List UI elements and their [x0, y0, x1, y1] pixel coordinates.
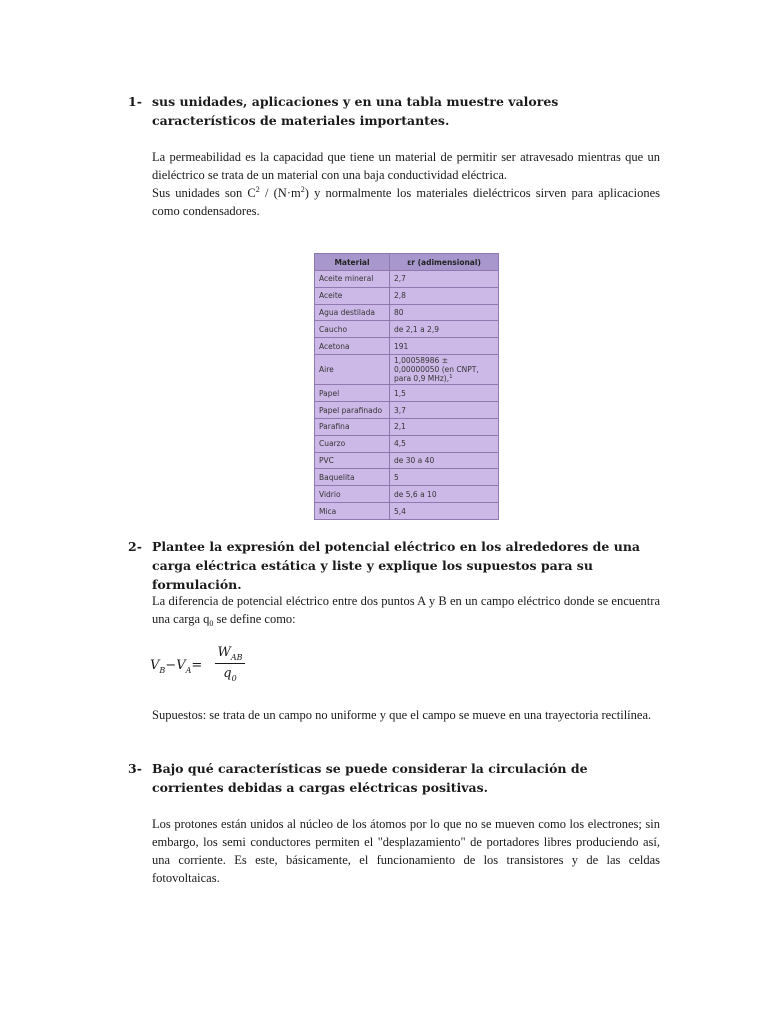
- material-cell: Cuarzo: [315, 435, 390, 452]
- material-cell: Caucho: [315, 321, 390, 338]
- value-cell: [390, 354, 499, 384]
- question-number: 3-: [128, 761, 142, 776]
- formula-lhs: [150, 658, 202, 673]
- material-cell: Vidrio: [315, 486, 390, 503]
- value-cell: 5: [390, 469, 499, 486]
- material-cell: Acetona: [315, 338, 390, 355]
- value-cell: 80: [390, 304, 499, 321]
- question-text: sus unidades, aplicaciones y en una tabla muestre valores característicos de materiales importantes.: [152, 94, 559, 128]
- table-row: [315, 385, 499, 402]
- table-row: [315, 435, 499, 452]
- question-number: 2-: [128, 539, 142, 554]
- table-row: [315, 419, 499, 436]
- table-row: [315, 338, 499, 355]
- answer-1-line-b-end: ) y normalmente los materiales dieléctricos sirven para aplicaciones como condensadores.: [152, 186, 660, 218]
- table-row: [315, 503, 499, 520]
- header-value: εr (adimensional): [390, 254, 499, 271]
- permittivity-table: [314, 253, 499, 520]
- material-cell: PVC: [315, 452, 390, 469]
- formula-fraction: [215, 644, 245, 683]
- value-cell: 2,7: [390, 271, 499, 288]
- answer-2-start: La diferencia de potencial eléctrico entre dos puntos A y B en un campo eléctrico donde se encuentra una carga q: [152, 594, 660, 626]
- table-row: [315, 321, 499, 338]
- question-3: [128, 759, 648, 797]
- table-header-row: [315, 254, 499, 271]
- material-cell: Papel: [315, 385, 390, 402]
- subscript: B: [159, 666, 166, 675]
- equals-sign: =: [191, 658, 203, 673]
- superscript: 2: [300, 185, 305, 194]
- question-number: 1-: [128, 94, 142, 109]
- symbol-v: V: [176, 658, 186, 673]
- material-cell: Aceite: [315, 287, 390, 304]
- subscript: 0: [231, 674, 237, 683]
- answer-3-paragraph: [152, 815, 660, 887]
- material-cell: Aire: [315, 354, 390, 384]
- answer-3-text: Los protones están unidos al núcleo de los átomos por lo que no se mueven como los electrones; sin embargo, los semi conductores permiten el "desplazamiento" de portadores libres produciendo así, una corriente. Es este, básicamente, el funcionamiento de los transistores y de las celdas fotovoltaicas.: [152, 817, 660, 885]
- subscript: 0: [209, 619, 214, 628]
- answer-2-end: se define como:: [213, 612, 296, 626]
- value-cell: 2,1: [390, 419, 499, 436]
- material-cell: Baquelita: [315, 469, 390, 486]
- material-cell: Agua destilada: [315, 304, 390, 321]
- question-2: [128, 537, 648, 594]
- answer-1-paragraph: [152, 148, 660, 220]
- minus-sign: −: [165, 658, 177, 673]
- table-row: [315, 304, 499, 321]
- subscript: A: [185, 666, 192, 675]
- symbol-w: W: [217, 645, 231, 660]
- value-cell: 2,8: [390, 287, 499, 304]
- value-cell: 3,7: [390, 402, 499, 419]
- assumptions-paragraph: [152, 706, 660, 724]
- value-cell: 4,5: [390, 435, 499, 452]
- potential-difference-formula: [150, 644, 270, 692]
- value-text: 1,00058986 ± 0,00000050 (en CNPT, para 0,9 MHz),: [394, 356, 479, 384]
- fraction-numerator: [215, 644, 245, 662]
- footnote-marker: 1: [449, 374, 453, 381]
- table-row: [315, 402, 499, 419]
- material-cell: Parafina: [315, 419, 390, 436]
- table-row: [315, 287, 499, 304]
- assumptions-text: Supuestos: se trata de un campo no uniforme y que el campo se mueve en una trayectoria rectilínea.: [152, 708, 652, 722]
- value-cell: 5,4: [390, 503, 499, 520]
- value-cell: 1,5: [390, 385, 499, 402]
- answer-2-paragraph: [152, 592, 660, 628]
- value-cell: de 5,6 a 10: [390, 486, 499, 503]
- answer-1-line-b-mid: / (N·m: [259, 186, 301, 200]
- table-row: [315, 271, 499, 288]
- fraction-bar: [215, 663, 245, 664]
- symbol-q: q: [223, 666, 232, 681]
- table-row: [315, 486, 499, 503]
- table-row: [315, 354, 499, 384]
- permittivity-table-image: [314, 253, 499, 520]
- question-text: Plantee la expresión del potencial eléctrico en los alrededores de una carga eléctrica estática y liste y explique los supuestos para su formulación.: [152, 539, 641, 592]
- value-cell: de 30 a 40: [390, 452, 499, 469]
- material-cell: Aceite mineral: [315, 271, 390, 288]
- fraction-denominator: [215, 665, 245, 683]
- question-1: [128, 92, 648, 130]
- material-cell: Papel parafinado: [315, 402, 390, 419]
- question-text: Bajo qué características se puede considerar la circulación de corrientes debidas a cargas eléctricas positivas.: [152, 761, 588, 795]
- symbol-v: V: [150, 658, 160, 673]
- value-cell: 191: [390, 338, 499, 355]
- answer-1-line-b-start: Sus unidades son C: [152, 186, 256, 200]
- table-row: [315, 469, 499, 486]
- answer-1-line-a: La permeabilidad es la capacidad que tiene un material de permitir ser atravesado mientras que un dieléctrico se trata de un material con una baja conductividad eléctrica.: [152, 150, 660, 182]
- value-cell: de 2,1 a 2,9: [390, 321, 499, 338]
- table-row: [315, 452, 499, 469]
- superscript: 2: [255, 185, 260, 194]
- material-cell: Mica: [315, 503, 390, 520]
- subscript: AB: [230, 653, 243, 662]
- header-material: Material: [315, 254, 390, 271]
